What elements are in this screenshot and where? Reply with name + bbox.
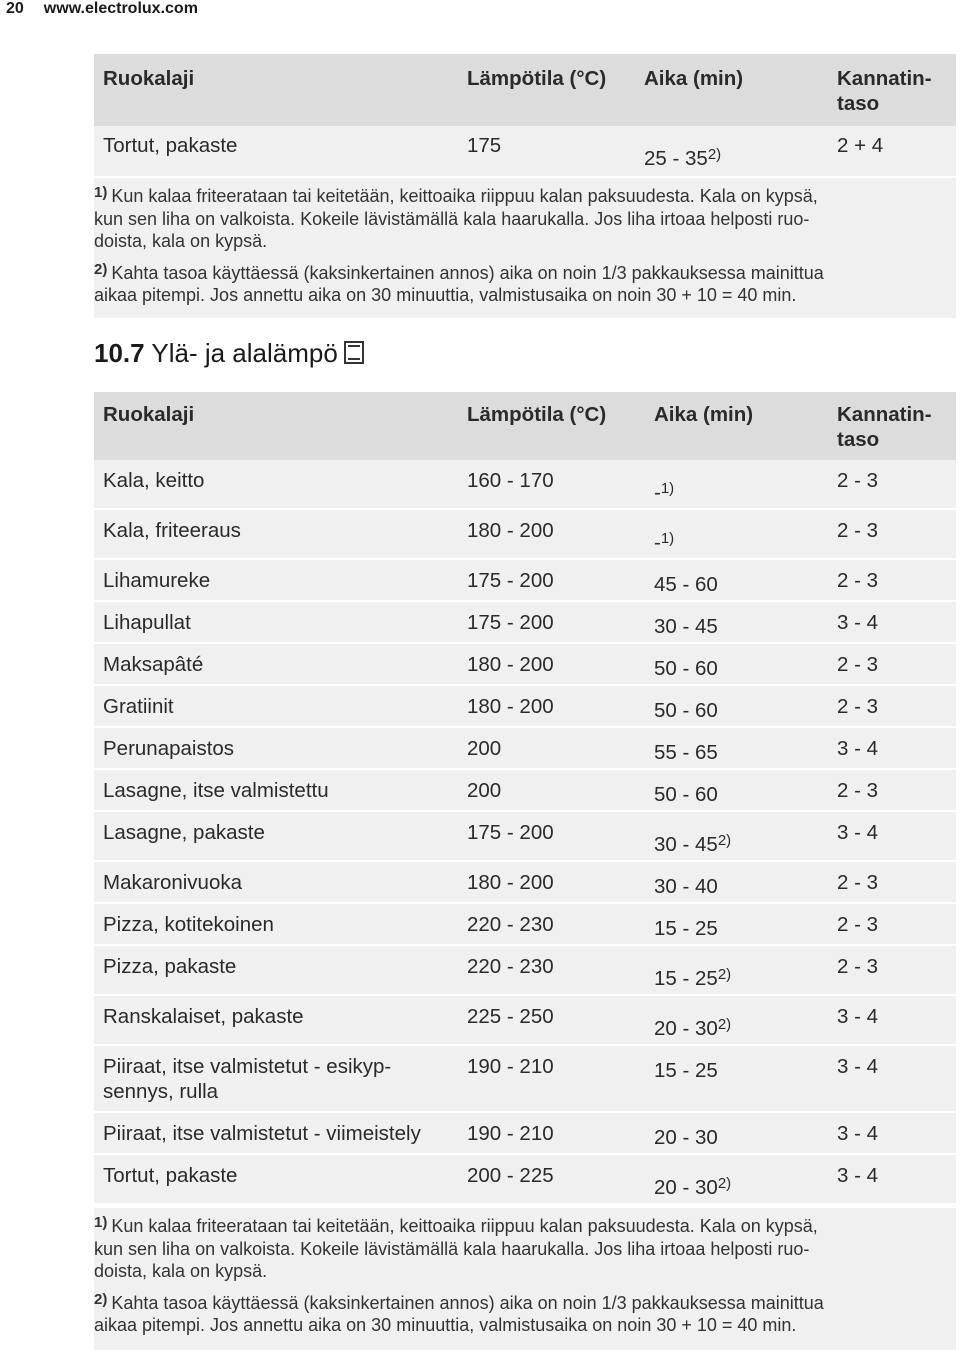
header-time: Aika (min): [654, 403, 754, 426]
footnote-mark: 2): [717, 966, 732, 983]
table-row: [94, 946, 956, 996]
time-value: 45 - 60: [654, 573, 718, 596]
footnote-1: [94, 182, 956, 253]
cell-food: Perunapaistos: [103, 737, 235, 760]
cell-food-cont: sennys, rulla: [103, 1080, 219, 1103]
cell-temperature: 175 - 200: [467, 821, 554, 844]
table-row: [94, 510, 956, 560]
footnote-mark: 2): [707, 146, 722, 163]
cell-time: [644, 142, 721, 171]
cell-food: Makaronivuoka: [103, 871, 243, 894]
cell-level: 3 - 4: [837, 737, 879, 760]
footnote-line: aikaa pitempi. Jos annettu aika on 30 minuuttia, valmistusaika on noin 30 + 10 = 40 min.: [94, 285, 797, 305]
footnote-2: [94, 259, 956, 307]
cell-food: Pizza, pakaste: [103, 955, 237, 978]
cell-food: Kala, keitto: [103, 469, 205, 492]
table-body: [94, 460, 956, 1205]
table-row: [94, 904, 956, 946]
table-row: [94, 996, 956, 1046]
footnote-line: doista, kala on kypsä.: [94, 1261, 268, 1281]
cell-food: Tortut, pakaste: [103, 1164, 238, 1187]
table-header: [94, 54, 956, 126]
cell-temperature: 200: [467, 779, 502, 802]
table-row: [94, 126, 956, 176]
cell-food: Lihamureke: [103, 569, 211, 592]
section-title: [94, 338, 364, 368]
cell-level: 2 - 3: [837, 913, 879, 936]
cell-level: 3 - 4: [837, 821, 879, 844]
table-row: [94, 686, 956, 728]
cell-time: [654, 912, 718, 941]
cell-food: Ranskalaiset, pakaste: [103, 1005, 304, 1028]
table-row: [94, 728, 956, 770]
table-row: [94, 812, 956, 862]
header-level: Kannatin-: [837, 67, 932, 90]
section-number: 10.7: [94, 338, 145, 368]
cell-food: Pizza, kotitekoinen: [103, 913, 274, 936]
top-bottom-heat-icon: [344, 341, 364, 364]
cell-food: Lasagne, pakaste: [103, 821, 265, 844]
cell-food: Lasagne, itse valmistettu: [103, 779, 329, 802]
cooking-table-frozen: [94, 54, 956, 176]
footnotes: [94, 1208, 956, 1350]
footnote-mark: 2): [717, 1016, 732, 1033]
time-value: 30 - 45: [654, 615, 718, 638]
cell-temperature: 175: [467, 134, 502, 157]
cell-level: 3 - 4: [837, 611, 879, 634]
cell-time: [654, 962, 731, 991]
cell-time: [654, 526, 674, 555]
table-row: [94, 770, 956, 812]
cell-level: 3 - 4: [837, 1122, 879, 1145]
cell-temperature: 180 - 200: [467, 695, 554, 718]
header-temperature: Lämpötila (°C): [467, 67, 607, 90]
cell-time: [654, 476, 674, 505]
table-row: [94, 644, 956, 686]
cell-level: 2 - 3: [837, 519, 879, 542]
header-temperature: Lämpötila (°C): [467, 403, 607, 426]
time-value: 20 - 30: [654, 1176, 718, 1199]
footnote-line: kun sen liha on valkoista. Kokeile lävistämällä kala haarukalla. Jos liha irtoaa helposti ruo-: [94, 1238, 810, 1259]
footnote-2: [94, 1289, 956, 1337]
website-url: www.electrolux.com: [43, 0, 198, 17]
cell-food: Kala, friteeraus: [103, 519, 241, 542]
cell-level: 2 + 4: [837, 134, 884, 157]
cell-time: [654, 736, 718, 765]
cooking-table-top-bottom-heat: [94, 392, 956, 1205]
header-food: Ruokalaji: [103, 67, 195, 90]
cell-level: 3 - 4: [837, 1164, 879, 1187]
cell-time: [654, 610, 718, 639]
cell-time: [654, 1012, 731, 1041]
footnote-1: [94, 1212, 956, 1283]
cell-food: Lihapullat: [103, 611, 191, 634]
footnote-mark: 2): [717, 832, 732, 849]
cell-temperature: 200: [467, 737, 502, 760]
time-value: 20 - 30: [654, 1126, 718, 1149]
footnote-mark: 1): [660, 480, 675, 497]
cell-time: [654, 1171, 731, 1200]
footnote-marker: 1): [94, 1214, 108, 1231]
footnote-mark: 1): [660, 530, 675, 547]
header-time: Aika (min): [644, 67, 744, 90]
cell-level: 2 - 3: [837, 653, 879, 676]
time-value: 55 - 65: [654, 741, 718, 764]
time-value: 50 - 60: [654, 699, 718, 722]
page-header: [6, 0, 198, 20]
cell-temperature: 175 - 200: [467, 569, 554, 592]
cell-time: [654, 1121, 718, 1150]
cell-temperature: 180 - 200: [467, 519, 554, 542]
cell-time: [654, 778, 718, 807]
cell-time: [654, 870, 718, 899]
cell-temperature: 180 - 200: [467, 871, 554, 894]
cell-time: [654, 1054, 718, 1083]
time-value: -: [654, 531, 661, 554]
cell-food: Piiraat, itse valmistetut - esikyp-: [103, 1055, 392, 1078]
table-row: [94, 1113, 956, 1155]
time-value: 15 - 25: [654, 967, 718, 990]
cell-temperature: 190 - 210: [467, 1122, 554, 1145]
time-value: 20 - 30: [654, 1017, 718, 1040]
cell-temperature: 220 - 230: [467, 913, 554, 936]
table-header: [94, 392, 956, 460]
cell-level: 2 - 3: [837, 695, 879, 718]
footnote-marker: 2): [94, 260, 108, 278]
cell-temperature: 160 - 170: [467, 469, 554, 492]
footnote-marker: 2): [94, 1290, 108, 1308]
table-row: [94, 602, 956, 644]
cell-food: Tortut, pakaste: [103, 134, 238, 157]
cell-time: [654, 828, 731, 857]
time-value: 30 - 40: [654, 875, 718, 898]
footnotes: [94, 178, 956, 318]
cell-food: Maksapâté: [103, 653, 204, 676]
cell-temperature: 220 - 230: [467, 955, 554, 978]
cell-level: 2 - 3: [837, 955, 879, 978]
cell-temperature: 200 - 225: [467, 1164, 554, 1187]
header-level-cont: taso: [837, 92, 880, 115]
time-value: 15 - 25: [654, 917, 718, 940]
cell-time: [654, 568, 718, 597]
time-value: 15 - 25: [654, 1059, 718, 1082]
cell-level: 3 - 4: [837, 1005, 879, 1028]
time-value: 50 - 60: [654, 657, 718, 680]
footnote-mark: 2): [717, 1175, 732, 1192]
time-value: 25 - 35: [644, 147, 708, 170]
footnote-line: Kahta tasoa käyttäessä (kaksinkertainen annos) aika on noin 1/3 pakkauksessa mainittua: [111, 262, 824, 283]
cell-level: 2 - 3: [837, 469, 879, 492]
footnote-line: doista, kala on kypsä.: [94, 231, 268, 251]
table-row: [94, 862, 956, 904]
cell-food: Piiraat, itse valmistetut - viimeistely: [103, 1122, 421, 1145]
cell-temperature: 190 - 210: [467, 1055, 554, 1078]
cell-food: Gratiinit: [103, 695, 174, 718]
time-value: -: [654, 481, 661, 504]
cell-temperature: 175 - 200: [467, 611, 554, 634]
header-food: Ruokalaji: [103, 403, 195, 426]
footnote-line: Kun kalaa friteerataan tai keitetään, keittoaika riippuu kalan paksuudesta. Kala on kypsä,: [111, 186, 818, 206]
table-row: [94, 460, 956, 510]
cell-level: 2 - 3: [837, 779, 879, 802]
table-row: [94, 1155, 956, 1205]
footnote-line: kun sen liha on valkoista. Kokeile lävistämällä kala haarukalla. Jos liha irtoaa helposti ruo-: [94, 208, 810, 229]
page-number: 20: [6, 0, 24, 17]
cell-time: [654, 652, 718, 681]
section-title-text: Ylä- ja alalämpö: [151, 338, 338, 368]
footnote-line: Kun kalaa friteerataan tai keitetään, keittoaika riippuu kalan paksuudesta. Kala on kypsä,: [111, 1216, 818, 1236]
cell-level: 2 - 3: [837, 871, 879, 894]
table-row: [94, 1046, 956, 1113]
footnote-line: aikaa pitempi. Jos annettu aika on 30 minuuttia, valmistusaika on noin 30 + 10 = 40 min.: [94, 1315, 797, 1335]
footnote-marker: 1): [94, 184, 108, 201]
time-value: 50 - 60: [654, 783, 718, 806]
header-level: Kannatin-: [837, 403, 932, 426]
table-row: [94, 560, 956, 602]
footnote-line: Kahta tasoa käyttäessä (kaksinkertainen annos) aika on noin 1/3 pakkauksessa mainittua: [111, 1292, 824, 1313]
cell-temperature: 225 - 250: [467, 1005, 554, 1028]
cell-time: [654, 694, 718, 723]
cell-level: 3 - 4: [837, 1055, 879, 1078]
cell-temperature: 180 - 200: [467, 653, 554, 676]
cell-level: 2 - 3: [837, 569, 879, 592]
time-value: 30 - 45: [654, 833, 718, 856]
header-level-cont: taso: [837, 428, 880, 451]
